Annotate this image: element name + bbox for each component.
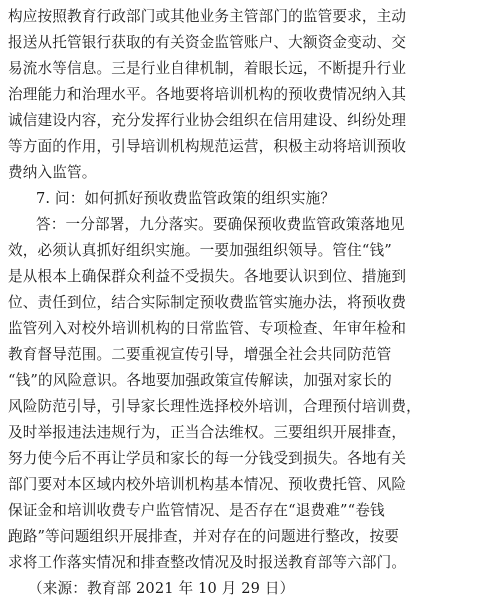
body-text-line: “钱”的风险意识。各地要加强政策宣传解读，加强对家长的 bbox=[8, 372, 392, 389]
body-text-line: 部门要对本区域内校外培训机构基本情况、预收费托管、风险 bbox=[8, 476, 407, 493]
body-text-line: 诚信建设内容，充分发挥行业协会组织在信用建设、纠纷处理 bbox=[8, 112, 407, 129]
question-heading: 7. 问：如何抓好预收费监管政策的组织实施？ bbox=[36, 190, 336, 207]
source-citation: （来源：教育部 2021 年 10 月 29 日） bbox=[28, 580, 295, 597]
body-text-line: 及时举报违法违规行为，正当合法维权。三要组织开展排查， bbox=[8, 424, 407, 441]
body-text-line: 效，必须认真抓好组织实施。一要加强组织领导。管住“钱” bbox=[8, 242, 392, 259]
body-text-line: 风险防范引导，引导家长理性选择校外培训，合理预付培训费， bbox=[8, 398, 421, 415]
body-text-line: 位、责任到位，结合实际制定预收费监管实施办法，将预收费 bbox=[8, 294, 407, 311]
document-page bbox=[8, 4, 470, 602]
body-text-line: 等方面的作用，引导培训机构规范运营，积极主动将培训预收 bbox=[8, 138, 407, 155]
body-text-line: 是从根本上确保群众利益不受损失。各地要认识到位、措施到 bbox=[8, 268, 407, 285]
body-text-line: 教育督导范围。二要重视宣传引导，增强全社会共同防范管 bbox=[8, 346, 392, 363]
body-text-line: 求将工作落实情况和排查整改情况及时报送教育部等六部门。 bbox=[8, 554, 407, 571]
body-text-line: 易流水等信息。三是行业自律机制，着眼长远，不断提升行业 bbox=[8, 60, 407, 77]
body-text-line: 监管列入对校外培训机构的日常监管、专项检查、年审年检和 bbox=[8, 320, 407, 337]
body-text-line: 保证金和培训收费专户监管情况、是否存在“退费难”“卷钱 bbox=[8, 502, 385, 519]
body-text-line: 报送从托管银行获取的有关资金监管账户、大额资金变动、交 bbox=[8, 34, 407, 51]
body-text-line: 治理能力和治理水平。各地要将培训机构的预收费情况纳入其 bbox=[8, 86, 407, 103]
body-text-line: 构应按照教育行政部门或其他业务主管部门的监管要求，主动 bbox=[8, 8, 407, 25]
body-text-line: 跑路”等问题组织开展排查，并对存在的问题进行整改，按要 bbox=[8, 528, 399, 545]
answer-first-line: 答：一分部署，九分落实。要确保预收费监管政策落地见 bbox=[36, 216, 405, 233]
body-text-line: 费纳入监管。 bbox=[8, 164, 97, 181]
body-text-line: 努力使今后不再让学员和家长的每一分钱受到损失。各地有关 bbox=[8, 450, 407, 467]
